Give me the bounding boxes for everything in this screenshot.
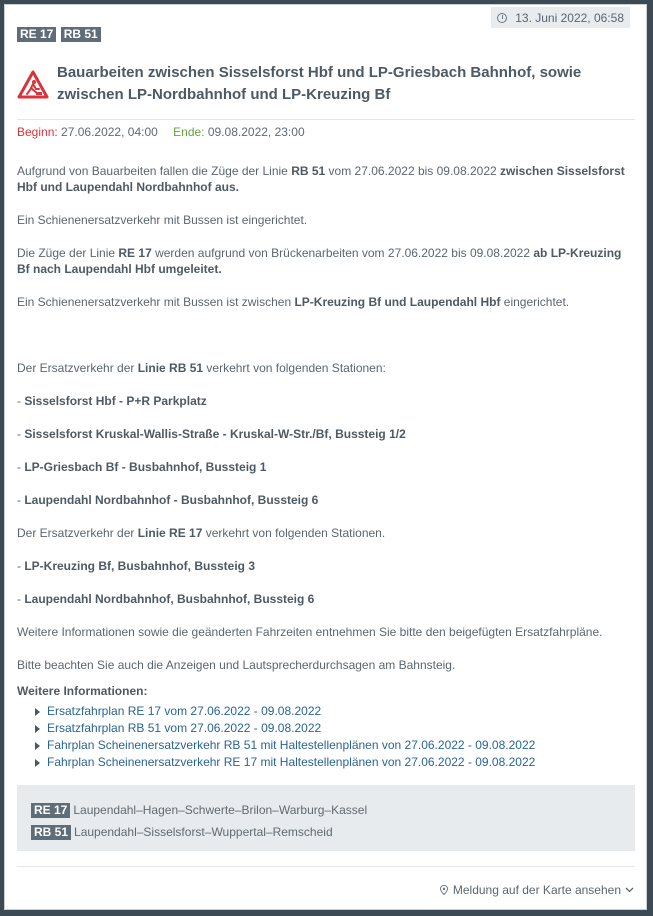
more-info-links	[17, 703, 635, 771]
timestamp-badge	[491, 7, 630, 28]
more-info-heading: Weitere Informationen:	[17, 684, 148, 698]
fahrplan-sev-re17-link[interactable]: Fahrplan Scheinenersatzverkehr RE 17 mit Haltestellenplänen von 27.06.2022 - 09.08.2022	[47, 755, 536, 769]
end-label: Ende:	[173, 125, 205, 139]
link-item	[35, 754, 635, 771]
route-text: Laupendahl–Hagen–Schwerte–Brilon–Warburg–Kassel	[73, 803, 368, 817]
station-item: - Laupendahl Nordbahnhof - Busbahnhof, Bussteig 6	[17, 493, 319, 507]
route-row	[31, 799, 621, 821]
affected-routes	[17, 785, 635, 851]
construction-warning-icon	[17, 70, 49, 100]
route-row	[31, 821, 621, 843]
paragraph: Ein Schienenersatzverkehr mit Bussen ist eingerichtet.	[17, 213, 308, 227]
line-badge-re17: RE 17	[17, 27, 56, 42]
message-body	[17, 163, 635, 771]
station-item: - LP-Griesbach Bf - Busbahnhof, Bussteig 1	[17, 460, 267, 474]
show-on-map-link[interactable]	[440, 883, 634, 897]
link-item	[35, 720, 635, 737]
disruption-card	[4, 4, 647, 910]
chevron-down-icon	[625, 887, 634, 893]
station-item: - LP-Kreuzing Bf, Busbahnhof, Bussteig 3	[17, 559, 256, 573]
divider	[17, 866, 635, 867]
line-badges	[17, 27, 102, 42]
end-value: 09.08.2022, 23:00	[207, 125, 305, 139]
paragraph: Weitere Informationen sowie die geänderten Fahrzeiten entnehmen Sie bitte den beigefügten Ersatzfahrpläne.	[17, 625, 603, 639]
ersatzfahrplan-re17-link[interactable]: Ersatzfahrplan RE 17 vom 27.06.2022 - 09.08.2022	[47, 704, 322, 718]
clock-icon	[497, 13, 507, 23]
route-text: Laupendahl–Sisselsforst–Wuppertal–Remscheid	[74, 825, 333, 839]
paragraph: Aufgrund von Bauarbeiten fallen die Züge der Linie RB 51 vom 27.06.2022 bis 09.08.2022 zwischen Sisselsforst Hbf und Laupendahl Nordbahnhof aus.	[17, 164, 625, 194]
begin-label: Beginn:	[17, 125, 58, 139]
route-line-badge: RB 51	[31, 825, 71, 840]
map-pin-icon	[440, 885, 448, 895]
station-item: - Laupendahl Nordbahnhof, Busbahnhof, Bussteig 6	[17, 592, 315, 606]
route-line-badge: RE 17	[31, 803, 70, 818]
fahrplan-sev-rb51-link[interactable]: Fahrplan Scheinenersatzverkehr RB 51 mit Haltestellenplänen von 27.06.2022 - 09.08.2022	[47, 738, 536, 752]
paragraph: Ein Schienenersatzverkehr mit Bussen ist zwischen LP-Kreuzing Bf und Laupendahl Hbf eingerichtet.	[17, 295, 570, 309]
station-item: - Sisselsforst Hbf - P+R Parkplatz	[17, 394, 207, 408]
page-title: Bauarbeiten zwischen Sisselsforst Hbf und LP-Griesbach Bahnhof, sowie zwischen LP-Nordbahnhof und LP-Kreuzing Bf	[57, 64, 582, 103]
paragraph: Der Ersatzverkehr der Linie RB 51 verkehrt von folgenden Stationen:	[17, 361, 386, 375]
link-item	[35, 737, 635, 754]
divider	[17, 119, 635, 120]
paragraph: Die Züge der Linie RE 17 werden aufgrund von Brückenarbeiten vom 27.06.2022 bis 09.08.2022 ab LP-Kreuzing Bf nach Laupendahl Hbf umgeleitet.	[17, 246, 622, 276]
title-row	[17, 62, 637, 106]
link-item	[35, 703, 635, 720]
ersatzfahrplan-rb51-link[interactable]: Ersatzfahrplan RB 51 vom 27.06.2022 - 09.08.2022	[47, 721, 322, 735]
date-range	[17, 125, 305, 139]
paragraph: Bitte beachten Sie auch die Anzeigen und Lautsprecherdurchsagen am Bahnsteig.	[17, 658, 456, 672]
begin-value: 27.06.2022, 04:00	[61, 125, 158, 139]
show-on-map-label: Meldung auf der Karte ansehen	[452, 883, 621, 897]
line-badge-rb51: RB 51	[61, 27, 101, 42]
timestamp-text: 13. Juni 2022, 06:58	[515, 10, 624, 25]
station-item: - Sisselsforst Kruskal-Wallis-Straße - Kruskal-W-Str./Bf, Bussteig 1/2	[17, 427, 406, 441]
paragraph: Der Ersatzverkehr der Linie RE 17 verkehrt von folgenden Stationen.	[17, 526, 386, 540]
